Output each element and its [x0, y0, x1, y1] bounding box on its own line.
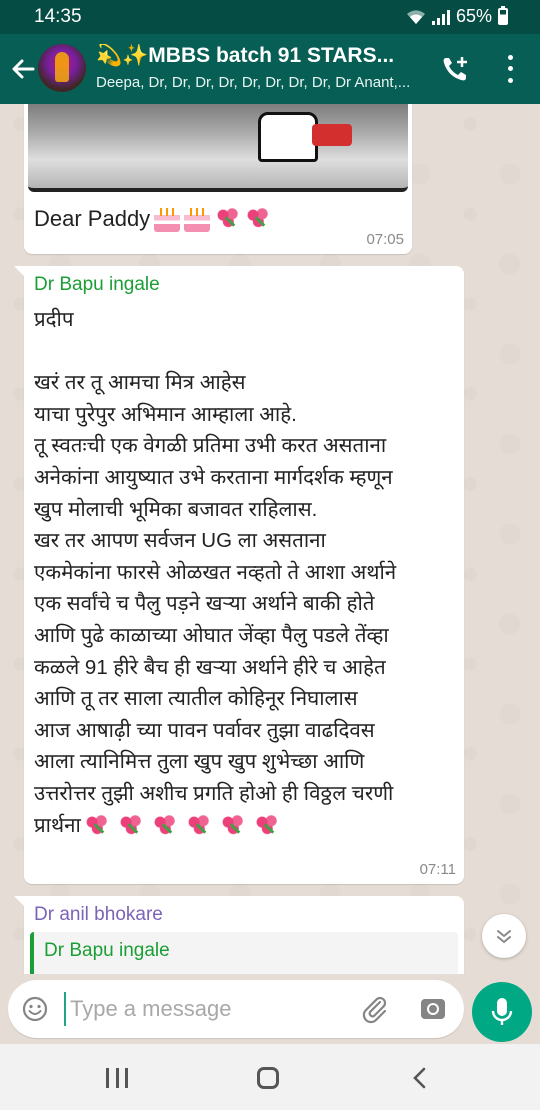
message-line: एक सर्वांचे च पैलु पड़ने खऱ्या अर्थाने बाकी होते [34, 592, 375, 616]
voice-record-button[interactable] [472, 982, 532, 1042]
message-line: प्रार्थना [34, 813, 81, 837]
double-chevron-down-icon [494, 926, 514, 946]
bouquet-emoji-icon [253, 813, 279, 839]
group-title[interactable]: 💫✨MBBS batch 91 STARS... [96, 44, 395, 67]
message-line: आणि पुढे काळाच्या ओघात जेंव्हा पैलु पडले तेंव्हा [34, 623, 389, 647]
group-avatar[interactable] [38, 44, 86, 92]
message-line: तू स्वतःची एक वेगळी प्रतिमा उभी करत असताना [34, 434, 387, 458]
bubble-tail [14, 896, 26, 908]
bouquet-emojis [83, 813, 279, 839]
message-line [34, 336, 458, 368]
message-line: याचा पुरेपुर अभिमान आम्हाला आहे. [34, 402, 297, 426]
message-body [34, 304, 458, 841]
image-thumbnail[interactable] [28, 104, 408, 192]
camera-icon[interactable] [420, 996, 446, 1022]
message-reply[interactable] [24, 896, 464, 974]
chat-header [0, 34, 540, 104]
message-line: खरं तर तू आमचा मित्र आहेस [34, 371, 246, 395]
signal-icon [432, 9, 450, 25]
bouquet-emoji-icon [214, 206, 240, 232]
message-line: खर तर आपण सर्वजन UG ला असताना [34, 529, 326, 553]
back-arrow-icon[interactable] [6, 52, 40, 86]
message-line: आला त्यानिमित्त तुला खुप खुप शुभेच्छा आणि [34, 750, 365, 774]
message-line: अनेकांना आयुष्यात उभे करताना मार्गदर्शक म्हणून [34, 465, 393, 489]
bouquet-emoji-icon [244, 206, 270, 232]
message-image[interactable] [24, 104, 412, 254]
bouquet-emoji-icon [151, 813, 177, 839]
recent-apps-icon[interactable] [106, 1068, 128, 1088]
message-text[interactable] [24, 266, 464, 884]
status-bar [0, 0, 540, 34]
message-input[interactable] [64, 992, 354, 1026]
group-members[interactable]: Deepa, Dr, Dr, Dr, Dr, Dr, Dr, Dr, Dr, Dr Anant,... [96, 74, 411, 91]
bouquet-emoji-icon [185, 813, 211, 839]
cake-emoji-icon [154, 206, 180, 232]
message-line: उत्तरोत्तर तुझी अशीच प्रगति होओ ही विठ्ठल चरणी [34, 781, 394, 805]
bouquet-emoji-icon [117, 813, 143, 839]
microphone-icon [489, 997, 515, 1027]
message-line: प्रदीप [34, 308, 74, 331]
message-line: एकमेकांना फारसे ओळखत नव्हतो ते आशा अर्थाने [34, 560, 397, 584]
system-navigation-bar [0, 1044, 540, 1110]
quoted-message[interactable] [30, 932, 458, 974]
caption-text: Dear Paddy [34, 206, 151, 231]
status-time: 14:35 [34, 6, 82, 27]
wifi-icon [406, 9, 426, 25]
cake-emoji-icon [184, 206, 210, 232]
message-line: कळले 91 हीरे बैच ही खऱ्या अर्थाने हीरे च आहेत [34, 655, 386, 679]
battery-icon [498, 8, 508, 25]
add-call-icon[interactable] [440, 54, 470, 84]
attach-icon[interactable] [360, 994, 390, 1024]
bubble-tail [14, 266, 26, 278]
message-line: आज आषाढ़ी च्या पावन पर्वावर तुझा वाढदिवस [34, 718, 375, 742]
message-line-last [34, 810, 458, 842]
message-composer [0, 974, 540, 1044]
more-options-icon[interactable] [500, 52, 520, 86]
emoji-icon[interactable] [22, 996, 48, 1022]
input-box[interactable] [8, 980, 464, 1038]
message-line: आणि तू तर साला त्यातील कोहिनूर निघालास [34, 687, 358, 711]
message-time: 07:05 [366, 231, 404, 248]
message-line: खुप मोलाची भूमिका बजावत राहिलास. [34, 497, 318, 521]
home-icon[interactable] [257, 1067, 279, 1089]
image-caption [34, 206, 270, 232]
sender-name[interactable]: Dr Bapu ingale [34, 274, 160, 295]
battery-percent: 65% [455, 6, 492, 26]
bouquet-emoji-icon [83, 813, 109, 839]
back-nav-icon[interactable] [410, 1066, 430, 1090]
image-content-accent [312, 124, 352, 146]
bouquet-emoji-icon [219, 813, 245, 839]
quoted-sender: Dr Bapu ingale [44, 940, 170, 961]
status-indicators [406, 6, 508, 27]
image-content [258, 112, 318, 162]
message-time: 07:11 [419, 861, 456, 878]
chat-area[interactable] [0, 104, 540, 974]
scroll-to-bottom-button[interactable] [482, 914, 526, 958]
sender-name[interactable]: Dr anil bhokare [34, 904, 163, 925]
